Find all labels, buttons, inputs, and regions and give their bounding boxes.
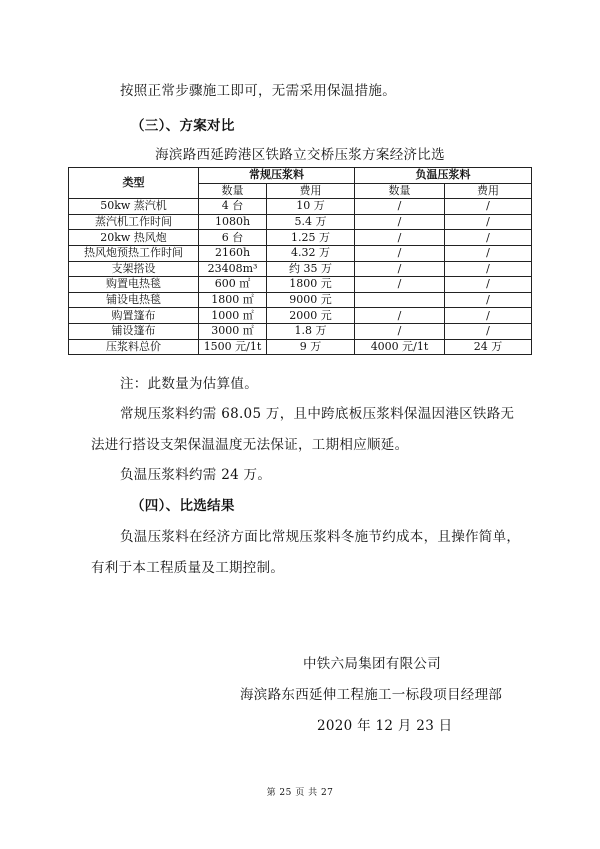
conventional-cost: 5.4 万 bbox=[267, 214, 355, 230]
subzero-cost: / bbox=[445, 308, 532, 324]
conventional-quantity: 4 台 bbox=[199, 199, 267, 215]
sub-quantity-header: 数量 bbox=[355, 183, 445, 199]
conventional-quantity: 1000 ㎡ bbox=[199, 308, 267, 324]
table-row bbox=[69, 339, 532, 355]
group-conventional-header: 常规压浆料 bbox=[199, 168, 355, 184]
section4-heading: （四）、比选结果 bbox=[131, 498, 235, 514]
conventional-quantity: 2160h bbox=[199, 245, 267, 261]
table-header-row bbox=[69, 168, 532, 184]
row-type: 购置篷布 bbox=[69, 308, 199, 324]
subzero-cost: / bbox=[445, 277, 532, 293]
subzero-cost: / bbox=[445, 199, 532, 215]
subzero-cost: / bbox=[445, 230, 532, 246]
table-row bbox=[69, 214, 532, 230]
sub-quantity-header: 数量 bbox=[199, 183, 267, 199]
comparison-table bbox=[68, 167, 532, 355]
conventional-quantity: 3000 ㎡ bbox=[199, 323, 267, 339]
subzero-cost: / bbox=[445, 323, 532, 339]
conventional-cost: 约 35 万 bbox=[267, 261, 355, 277]
para2: 负温压浆料约需 24 万。 bbox=[120, 467, 272, 483]
section3-heading: （三）、方案对比 bbox=[131, 118, 235, 134]
subzero-cost: / bbox=[445, 214, 532, 230]
sub-cost-header: 费用 bbox=[445, 183, 532, 199]
para1-line2: 法进行搭设支架保温温度无法保证，工期相应顺延。 bbox=[91, 437, 409, 453]
subzero-quantity: / bbox=[355, 308, 445, 324]
para1-line1: 常规压浆料约需 68.05 万，且中跨底板压浆料保温因港区铁路无 bbox=[120, 406, 515, 422]
conventional-cost: 2000 元 bbox=[267, 308, 355, 324]
table-row bbox=[69, 245, 532, 261]
conventional-cost: 1800 元 bbox=[267, 277, 355, 293]
signature-company: 中铁六局集团有限公司 bbox=[303, 656, 441, 672]
conventional-cost: 10 万 bbox=[267, 199, 355, 215]
row-type: 铺设篷布 bbox=[69, 323, 199, 339]
row-type: 铺设电热毯 bbox=[69, 292, 199, 308]
conventional-quantity: 6 台 bbox=[199, 230, 267, 246]
conventional-cost: 9 万 bbox=[267, 339, 355, 355]
row-type: 20kw 热风炮 bbox=[69, 230, 199, 246]
subzero-cost: / bbox=[445, 292, 532, 308]
group-subzero-header: 负温压浆料 bbox=[355, 168, 532, 184]
subzero-quantity: 4000 元/1t bbox=[355, 339, 445, 355]
table-row bbox=[69, 261, 532, 277]
table-row bbox=[69, 230, 532, 246]
page-footer: 第 25 页 共 27 bbox=[266, 788, 334, 798]
table-caption: 海滨路西延跨港区铁路立交桥压浆方案经济比选 bbox=[155, 147, 445, 163]
subzero-quantity: / bbox=[355, 199, 445, 215]
row-type: 蒸汽机工作时间 bbox=[69, 214, 199, 230]
row-type: 50kw 蒸汽机 bbox=[69, 199, 199, 215]
subzero-cost: / bbox=[445, 245, 532, 261]
row-type: 压浆料总价 bbox=[69, 339, 199, 355]
sub-cost-header: 费用 bbox=[267, 183, 355, 199]
row-type: 热风炮预热工作时间 bbox=[69, 245, 199, 261]
subzero-quantity: / bbox=[355, 261, 445, 277]
subzero-quantity: / bbox=[355, 323, 445, 339]
conventional-quantity: 1500 元/1t bbox=[199, 339, 267, 355]
subzero-quantity: / bbox=[355, 230, 445, 246]
conventional-quantity: 1800 ㎡ bbox=[199, 292, 267, 308]
subzero-cost: 24 万 bbox=[445, 339, 532, 355]
table-note: 注：此数量为估算值。 bbox=[120, 376, 258, 392]
subzero-quantity: / bbox=[355, 277, 445, 293]
subzero-quantity: / bbox=[355, 214, 445, 230]
conventional-quantity: 600 ㎡ bbox=[199, 277, 267, 293]
para3-line1: 负温压浆料在经济方面比常规压浆料冬施节约成本，且操作简单， bbox=[120, 529, 521, 545]
conventional-cost: 4.32 万 bbox=[267, 245, 355, 261]
row-type: 支架搭设 bbox=[69, 261, 199, 277]
conventional-cost: 1.8 万 bbox=[267, 323, 355, 339]
table-row bbox=[69, 292, 532, 308]
type-header: 类型 bbox=[69, 168, 199, 199]
intro-line: 按照正常步骤施工即可，无需采用保温措施。 bbox=[120, 83, 396, 99]
conventional-cost: 9000 元 bbox=[267, 292, 355, 308]
conventional-cost: 1.25 万 bbox=[267, 230, 355, 246]
signature-date: 2020 年 12 月 23 日 bbox=[317, 718, 453, 734]
table-row bbox=[69, 308, 532, 324]
row-type: 购置电热毯 bbox=[69, 277, 199, 293]
conventional-quantity: 1080h bbox=[199, 214, 267, 230]
table-row bbox=[69, 277, 532, 293]
table-row bbox=[69, 323, 532, 339]
subzero-quantity: / bbox=[355, 245, 445, 261]
signature-department: 海滨路东西延伸工程施工一标段项目经理部 bbox=[240, 687, 503, 703]
subzero-cost: / bbox=[445, 261, 532, 277]
conventional-quantity: 23408m³ bbox=[199, 261, 267, 277]
table-row bbox=[69, 199, 532, 215]
para3-line2: 有利于本工程质量及工期控制。 bbox=[91, 560, 285, 576]
subzero-quantity bbox=[355, 292, 445, 308]
